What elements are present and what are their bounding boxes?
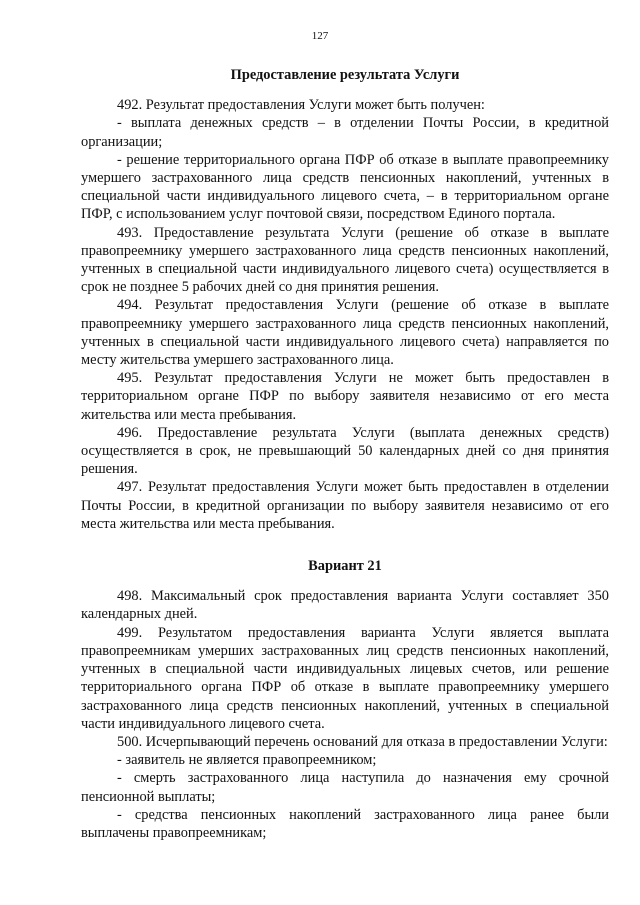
section-title-variant-21: Вариант 21 (308, 558, 382, 575)
paragraph-497: 497. Результат предоставления Услуги может быть предоставлен в отделении Почты России, в кредитной организации по выбору заявителя независимо от его места жительства или места пребывания. (81, 479, 609, 532)
paragraph-493: 493. Предоставление результата Услуги (решение об отказе в выплате правопреемнику умершего застрахованного лица средств пенсионных накоплений, учтенных в специальной части индивидуального лицевого счета) осуществляется в срок не позднее 5 рабочих дней со дня принятия решения. (81, 224, 609, 296)
list-item-death-before-payment: - смерть застрахованного лица наступила до назначения ему срочной пенсионной выплаты; (81, 770, 609, 805)
list-item-payment: - выплата денежных средств – в отделении Почты России, в кредитной организации; (81, 115, 609, 150)
list-item-already-paid: - средства пенсионных накоплений застрахованного лица ранее были выплачены правопреемникам; (81, 806, 609, 841)
section-title-result: Предоставление результата Услуги (230, 67, 460, 83)
paragraph-499: 499. Результатом предоставления варианта Услуги является выплата правопреемникам умерших застрахованных лиц средств пенсионных накоплений, учтенных в специальной части индивидуальных лицевых счетов, или решение территориального органа ПФР об отказе в выплате правопреемнику умершего застрахованного лица средств пенсионных накоплений, учтенных в специальной части индивидуального лицевого счета. (81, 624, 609, 732)
paragraph-498: 498. Максимальный срок предоставления варианта Услуги составляет 350 календарных дней. (81, 588, 609, 623)
paragraph-494: 494. Результат предоставления Услуги (решение об отказе в выплате правопреемнику умершего застрахованного лица средств пенсионных накоплений, учтенных в специальной части индивидуального лицевого счета) направляется по месту жительства умершего застрахованного лица. (81, 297, 609, 369)
paragraph-496: 496. Предоставление результата Услуги (выплата денежных средств) осуществляется в срок, не превышающий 50 календарных дней со дня принятия решения. (81, 424, 609, 478)
paragraph-492: 492. Результат предоставления Услуги может быть получен: (117, 97, 485, 114)
paragraph-495: 495. Результат предоставления Услуги не может быть предоставлен в территориальном органе ПФР по выбору заявителя независимо от его места жительства или места пребывания. (81, 370, 609, 423)
paragraph-500: 500. Исчерпывающий перечень оснований для отказа в предоставлении Услуги: (117, 733, 608, 750)
list-item-not-successor: - заявитель не является правопреемником; (117, 752, 377, 769)
list-item-refusal-decision: - решение территориального органа ПФР об отказе в выплате правопреемнику умершего застрахованного лица средств пенсионных накоплений, учтенных в специальной части индивидуального лицевого счета, – в территориальном органе ПФР, с использованием услуг почтовой связи, посредством Единого портала. (81, 151, 609, 223)
page-content (81, 64, 609, 842)
page-number: 127 (311, 30, 329, 42)
